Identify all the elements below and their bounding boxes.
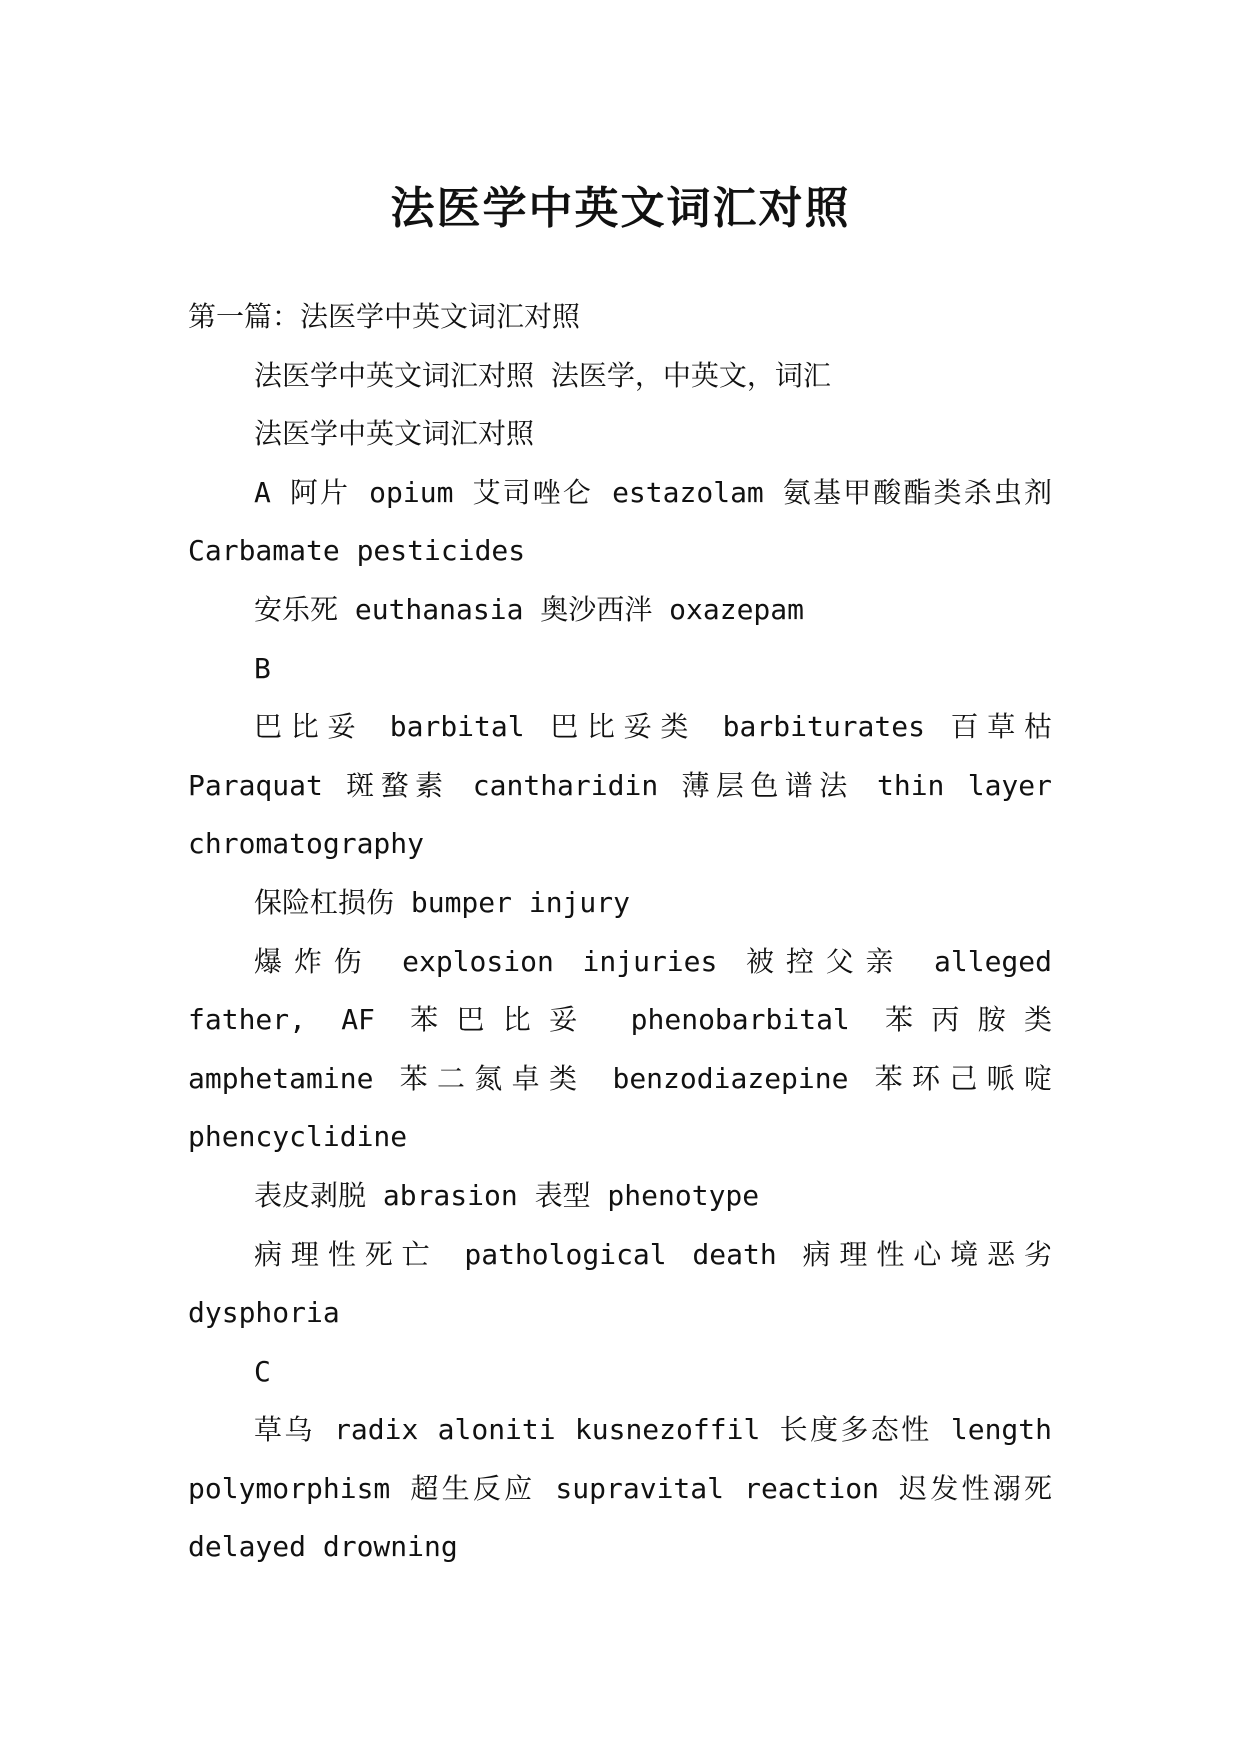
paragraph: 法医学中英文词汇对照 法医学，中英文，词汇 [254,358,831,392]
paragraph: 法医学中英文词汇对照 [254,417,535,451]
paragraph: 安乐死 euthanasia 奥沙西泮 oxazepam [254,592,805,626]
paragraph: A 阿片 opium 艾司唑仑 estazolam 氨基甲酸酯类杀虫剂 Carbamate pesticides [188,475,1052,568]
section-letter: C [254,1354,271,1388]
paragraph: 爆炸伤 explosion injuries 被控父亲 alleged father, AF 苯巴比妥 phenobarbital 苯丙胺类 amphetamine 苯二氮卓类 benzodiazepine 苯环己哌啶 phencyclidine [188,944,1052,1154]
paragraph: 巴比妥 barbital 巴比妥类 barbiturates 百草枯 Paraquat 斑蝥素 cantharidin 薄层色谱法 thin layer chromatography [188,710,1052,861]
document-title: 法医学中英文词汇对照 [390,183,851,235]
paragraph: 草乌 radix aloniti kusnezoffil 长度多态性 length polymorphism 超生反应 supravital reaction 迟发性溺死 delayed drowning [188,1413,1052,1564]
paragraph: 保险杠损伤 bumper injury [254,885,631,919]
paragraph: 表皮剥脱 abrasion 表型 phenotype [254,1178,760,1212]
paragraph: 第一篇：法医学中英文词汇对照 [188,300,581,333]
section-letter: B [254,651,271,685]
paragraph: 病理性死亡 pathological death 病理性心境恶劣 dysphoria [188,1237,1052,1330]
document-body [188,288,1052,1577]
